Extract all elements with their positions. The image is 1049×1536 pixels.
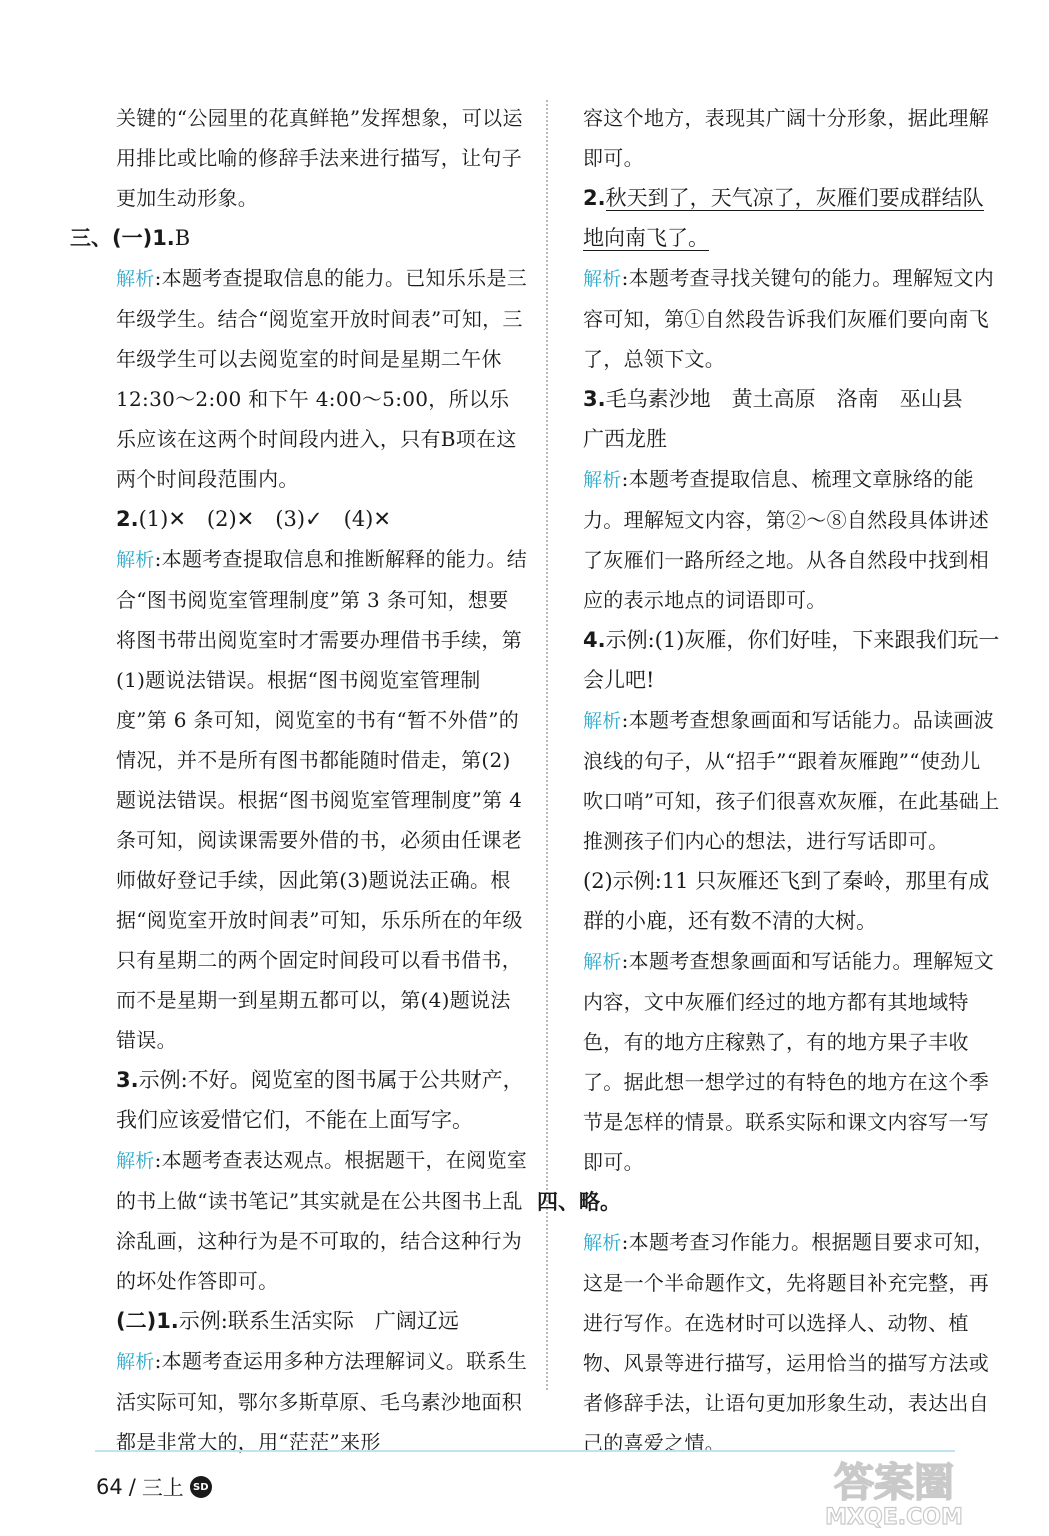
right-analysis-3: 解析:本题考查想象画面和写话能力。品读画波浪线的句子，从“招手”“跟着灰雁跑”“使劲儿吹口哨”可知，孩子们很喜欢灰雁，在此基础上推测孩子们内心的想法，进行写话即可。 [583,708,1000,853]
watermark-url: MXQE.COM [825,1505,963,1528]
left-analysis-4: 解析:本题考查运用多种方法理解词义。联系生活实际可知，鄂尔多斯草原、毛乌素沙地面积都是非常大的，用“茫茫”来形 [116,1349,528,1454]
section-3-label: 三、(一)1. [70,226,175,250]
section-2-heading: (二)1.示例:联系生活实际 广阔辽远 [116,1309,459,1333]
left-analysis-2: 解析:本题考查提取信息和推断解释的能力。结合“图书阅览室管理制度”第 3 条可知，想要将图书带出阅览室时才需要办理借书手续，第(1)题说法错误。根据“图书阅览室管理制度”第 6 条可知，阅览室的书有“暂不外借”的情况，并不是所有图书都能随时借走，第(2)题说法错误。根据“图书阅览室管理制度”第 4 条可知，阅读课需要外借的书，必须由任课老师做好登记手续，因此第(3)题说法正确。根据“阅览室开放时间表”可知，乐乐所在的年级只有星期二的两个固定时间段可以看书借书，而不是星期一到星期五都可以，第(4)题说法错误。 [116,547,528,1052]
watermark-logo [779,1456,1009,1528]
right-analysis-2: 解析:本题考查提取信息、梳理文章脉络的能力。理解短文内容，第②～⑧自然段具体讲述了灰雁们一路所经之地。从各自然段中找到相应的表示地点的词语即可。 [583,467,989,612]
analysis-tag: 解析 [116,1150,155,1172]
page-footer [96,1472,212,1502]
sd-badge-icon: SD [190,1476,212,1498]
left-p1: 关键的“公园里的花真鲜艳”发挥想象，可以运用排比或比喻的修辞手法来进行描写，让句子更加生动形象。 [116,106,523,210]
analysis-tag: 解析 [583,268,622,290]
section-4-heading: 四、略。 [537,1190,621,1214]
right-analysis-1: 解析:本题考查寻找关键句的能力。理解短文内容可知，第①自然段告诉我们灰雁们要向南飞了，总领下文。 [583,266,995,371]
right-q4-answer: 4.示例:(1)灰雁，你们好哇，下来跟我们玩一会儿吧! [583,628,1000,692]
analysis-tag: 解析 [116,1351,155,1373]
page-number: 64 [96,1475,123,1499]
right-analysis-5: 解析:本题考查习作能力。根据题目要求可知，这是一个半命题作文，先将题目补充完整，再进行写作。在选材时可以选择人、动物、植物、风景等进行描写，运用恰当的描写方法或者修辞手法，让语句更加形象生动，表达出自己的喜爱之情。 [583,1230,995,1455]
right-q3-answer: 3.毛乌素沙地 黄土高原 洛南 巫山县 广西龙胜 [583,387,984,451]
section-3-answer: B [174,226,191,250]
right-q2-answer: 2.秋天到了，天气凉了，灰雁们要成群结队地向南飞了。 [583,186,984,250]
q3-answer: 3.示例:不好。阅览室的图书属于公共财产，我们应该爱惜它们，不能在上面写字。 [116,1068,524,1132]
key-sentence-underlined: 秋天到了，天气凉了，灰雁们要成群结队地向南飞了。 [583,186,984,250]
analysis-tag: 解析 [583,951,622,973]
left-column [70,98,528,1462]
footer-rule [95,1450,955,1452]
right-q4b-answer: (2)示例:11 只灰雁还飞到了秦岭，那里有成群的小鹿，还有数不清的大树。 [583,869,990,933]
right-analysis-4: 解析:本题考查想象画面和写话能力。理解短文内容，文中灰雁们经过的地方都有其地域特色，有的地方庄稼熟了，有的地方果子丰收了。据此想一想学过的有特色的地方在这个季节是怎样的情景。联系实际和课文内容写一写即可。 [583,949,995,1174]
left-analysis-3: 解析:本题考查表达观点。根据题干，在阅览室的书上做“读书笔记”其实就是在公共图书上乱涂乱画，这种行为是不可取的，结合这种行为的坏处作答即可。 [116,1148,528,1293]
analysis-tag: 解析 [583,710,622,732]
section-3-heading [70,218,528,258]
footer-slash: / [128,1475,136,1499]
analysis-tag: 解析 [583,1232,622,1254]
q2-answer: 2.(1)✕ (2)✕ (3)✓ (4)✕ [116,507,391,531]
analysis-tag: 解析 [583,469,622,491]
grade-label: 三上 [141,1476,184,1500]
analysis-tag: 解析 [116,268,155,290]
right-p1: 容这个地方，表现其广阔十分形象，据此理解即可。 [583,106,989,170]
analysis-tag: 解析 [116,549,155,571]
watermark-text: 答案圈 [834,1460,954,1506]
right-column [537,98,1001,1463]
left-analysis-1: 解析:本题考查提取信息的能力。已知乐乐是三年级学生。结合“阅览室开放时间表”可知，三年级学生可以去阅览室的时间是星期二午休 12:30～2:00 和下午 4:00～5:00，所以乐乐应该在这两个时间段内进入，只有B项在这两个时间段范围内。 [116,266,528,491]
